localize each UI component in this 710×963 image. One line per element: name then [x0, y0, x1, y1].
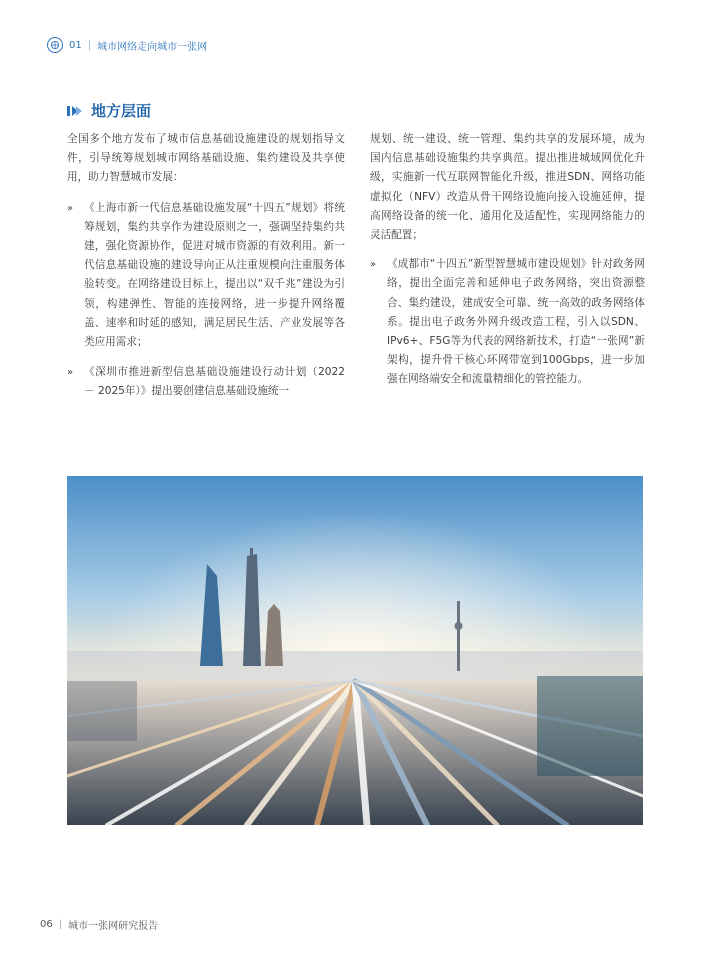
double-arrow-right-icon	[67, 105, 83, 117]
page-header	[47, 36, 207, 54]
footer-divider: |	[58, 919, 63, 930]
bullet-mark: »	[370, 259, 377, 271]
intro-paragraph: 全国多个地方发布了城市信息基础设施建设的规划指导文件，引导统筹规划城市网络基础设施、集约建设及共享使用，助力智慧城市发展：	[67, 133, 345, 184]
left-column	[67, 130, 345, 402]
chapter-number: 01	[69, 39, 82, 51]
continuation-paragraph: 规划、统一建设、统一管理、集约共享的发展环境，成为国内信息基础设施集约共享典范。提出推进城域网优化升级，实施新一代互联网智能化升级，推进SDN、网络功能虚拟化（NFV）改造从骨干网络设施向接入设施延伸，提高网络设备的统一化、通用化及适配性，实现网络能力的灵活配置；	[370, 133, 645, 242]
chapter-title: 城市网络走向城市一张网	[97, 41, 208, 53]
header-divider: |	[87, 39, 92, 51]
list-item	[67, 363, 345, 401]
list-item	[67, 199, 345, 353]
report-title: 城市一张网研究报告	[68, 921, 159, 932]
bullet-mark: »	[67, 202, 74, 214]
list-item	[370, 255, 645, 389]
section-heading	[67, 100, 151, 121]
list-item-text: 《上海市新一代信息基础设施发展“十四五”规划》将统筹规划，集约共享作为建设原则之一，强调坚持集约共建，强化资源协作，促进对城市资源的有效利用。新一代信息基础设施的建设导向正从注重规模向注重服务体验转变。在网络建设目标上，提出以“双千兆”建设为引领，构建弹性、智能的连接网络，进一步提升网络覆盖、速率和时延的感知，满足居民生活、产业发展等各类应用需求；	[84, 201, 345, 349]
right-column	[370, 130, 645, 390]
city-skyline-photo	[67, 476, 643, 825]
globe-network-icon	[47, 37, 63, 53]
list-item-text: 《成都市“十四五”新型智慧城市建设规划》针对政务网络，提出全面完善和延伸电子政务网络，突出资源整合、集约建设，建成安全可靠、统一高效的政务网络体系。提出电子政务外网升级改造工程，引入以SDN、IPv6+、F5G等为代表的网络新技术，打造“一张网”新架构，提升骨干核心环网带宽到100Gbps，进一步加强在网络端安全和流量精细化的管控能力。	[387, 258, 645, 386]
bullet-mark: »	[67, 367, 74, 379]
list-item-text: 《深圳市推进新型信息基础设施建设行动计划（2022 － 2025年）》提出要创建信息基础设施统一	[84, 366, 345, 398]
page-footer	[40, 917, 158, 932]
section-title: 地方层面	[91, 102, 152, 120]
page-number: 06	[40, 919, 53, 930]
